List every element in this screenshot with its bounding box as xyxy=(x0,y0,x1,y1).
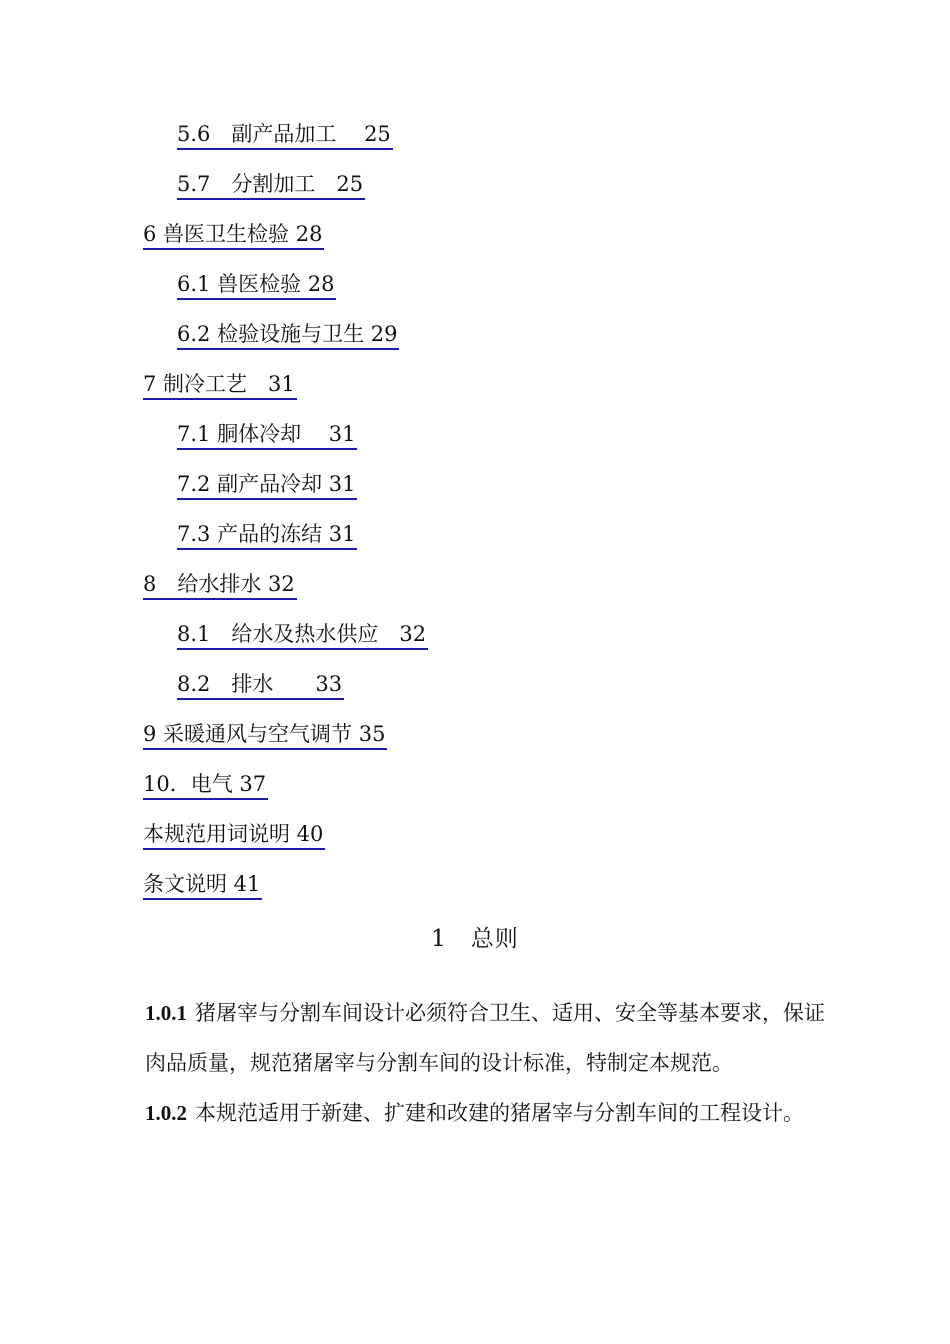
clause-text: 猪屠宰与分割车间设计必须符合卫生、适用、安全等基本要求，保证肉品质量，规范猪屠宰与分割车间的设计标准，特制定本规范。 xyxy=(145,1001,825,1075)
clause-paragraph xyxy=(145,1088,825,1138)
clause-number: 1.0.2 xyxy=(145,1101,187,1125)
toc-entry[interactable] xyxy=(143,820,325,856)
toc-link[interactable]: 7.1 胴体冷却 31 xyxy=(177,420,357,450)
toc-entry[interactable] xyxy=(177,270,336,306)
toc-entry[interactable] xyxy=(177,420,357,456)
toc-link[interactable]: 8.2 排水 33 xyxy=(177,670,344,700)
toc-link[interactable]: 6.2 检验设施与卫生 29 xyxy=(177,320,399,350)
toc-entry[interactable] xyxy=(177,320,399,356)
toc-entry[interactable] xyxy=(177,470,357,506)
toc-entry[interactable] xyxy=(143,770,268,806)
toc-link[interactable]: 9 采暖通风与空气调节 35 xyxy=(143,720,387,750)
clause-paragraph xyxy=(145,988,825,1088)
toc-link[interactable]: 6 兽医卫生检验 28 xyxy=(143,220,324,250)
toc-link[interactable]: 7.2 副产品冷却 31 xyxy=(177,470,357,500)
toc-link[interactable]: 6.1 兽医检验 28 xyxy=(177,270,336,300)
clause-text: 本规范适用于新建、扩建和改建的猪屠宰与分割车间的工程设计。 xyxy=(195,1101,804,1125)
toc-entry[interactable] xyxy=(177,670,344,706)
toc-link[interactable]: 条文说明 41 xyxy=(143,870,262,900)
toc-entry[interactable] xyxy=(177,620,428,656)
toc-link[interactable]: 7 制冷工艺 31 xyxy=(143,370,297,400)
toc-entry[interactable] xyxy=(143,570,297,606)
toc-entry[interactable] xyxy=(177,170,365,206)
toc-entry[interactable] xyxy=(143,720,387,756)
toc-entry[interactable] xyxy=(177,120,393,156)
toc-entry[interactable] xyxy=(177,520,357,556)
toc-entry[interactable] xyxy=(143,370,297,406)
toc-entry[interactable] xyxy=(143,220,324,256)
clause-number: 1.0.1 xyxy=(145,1001,187,1025)
section-heading: 1 总则 xyxy=(431,926,519,952)
toc-link[interactable]: 本规范用词说明 40 xyxy=(143,820,325,850)
toc-link[interactable]: 7.3 产品的冻结 31 xyxy=(177,520,357,550)
toc-link[interactable]: 10．电气 37 xyxy=(143,770,268,800)
toc-link[interactable]: 8 给水排水 32 xyxy=(143,570,297,600)
toc-link[interactable]: 5.7 分割加工 25 xyxy=(177,170,365,200)
toc-link[interactable]: 5.6 副产品加工 25 xyxy=(177,120,393,150)
toc-entry[interactable] xyxy=(143,870,262,906)
toc-link[interactable]: 8.1 给水及热水供应 32 xyxy=(177,620,428,650)
